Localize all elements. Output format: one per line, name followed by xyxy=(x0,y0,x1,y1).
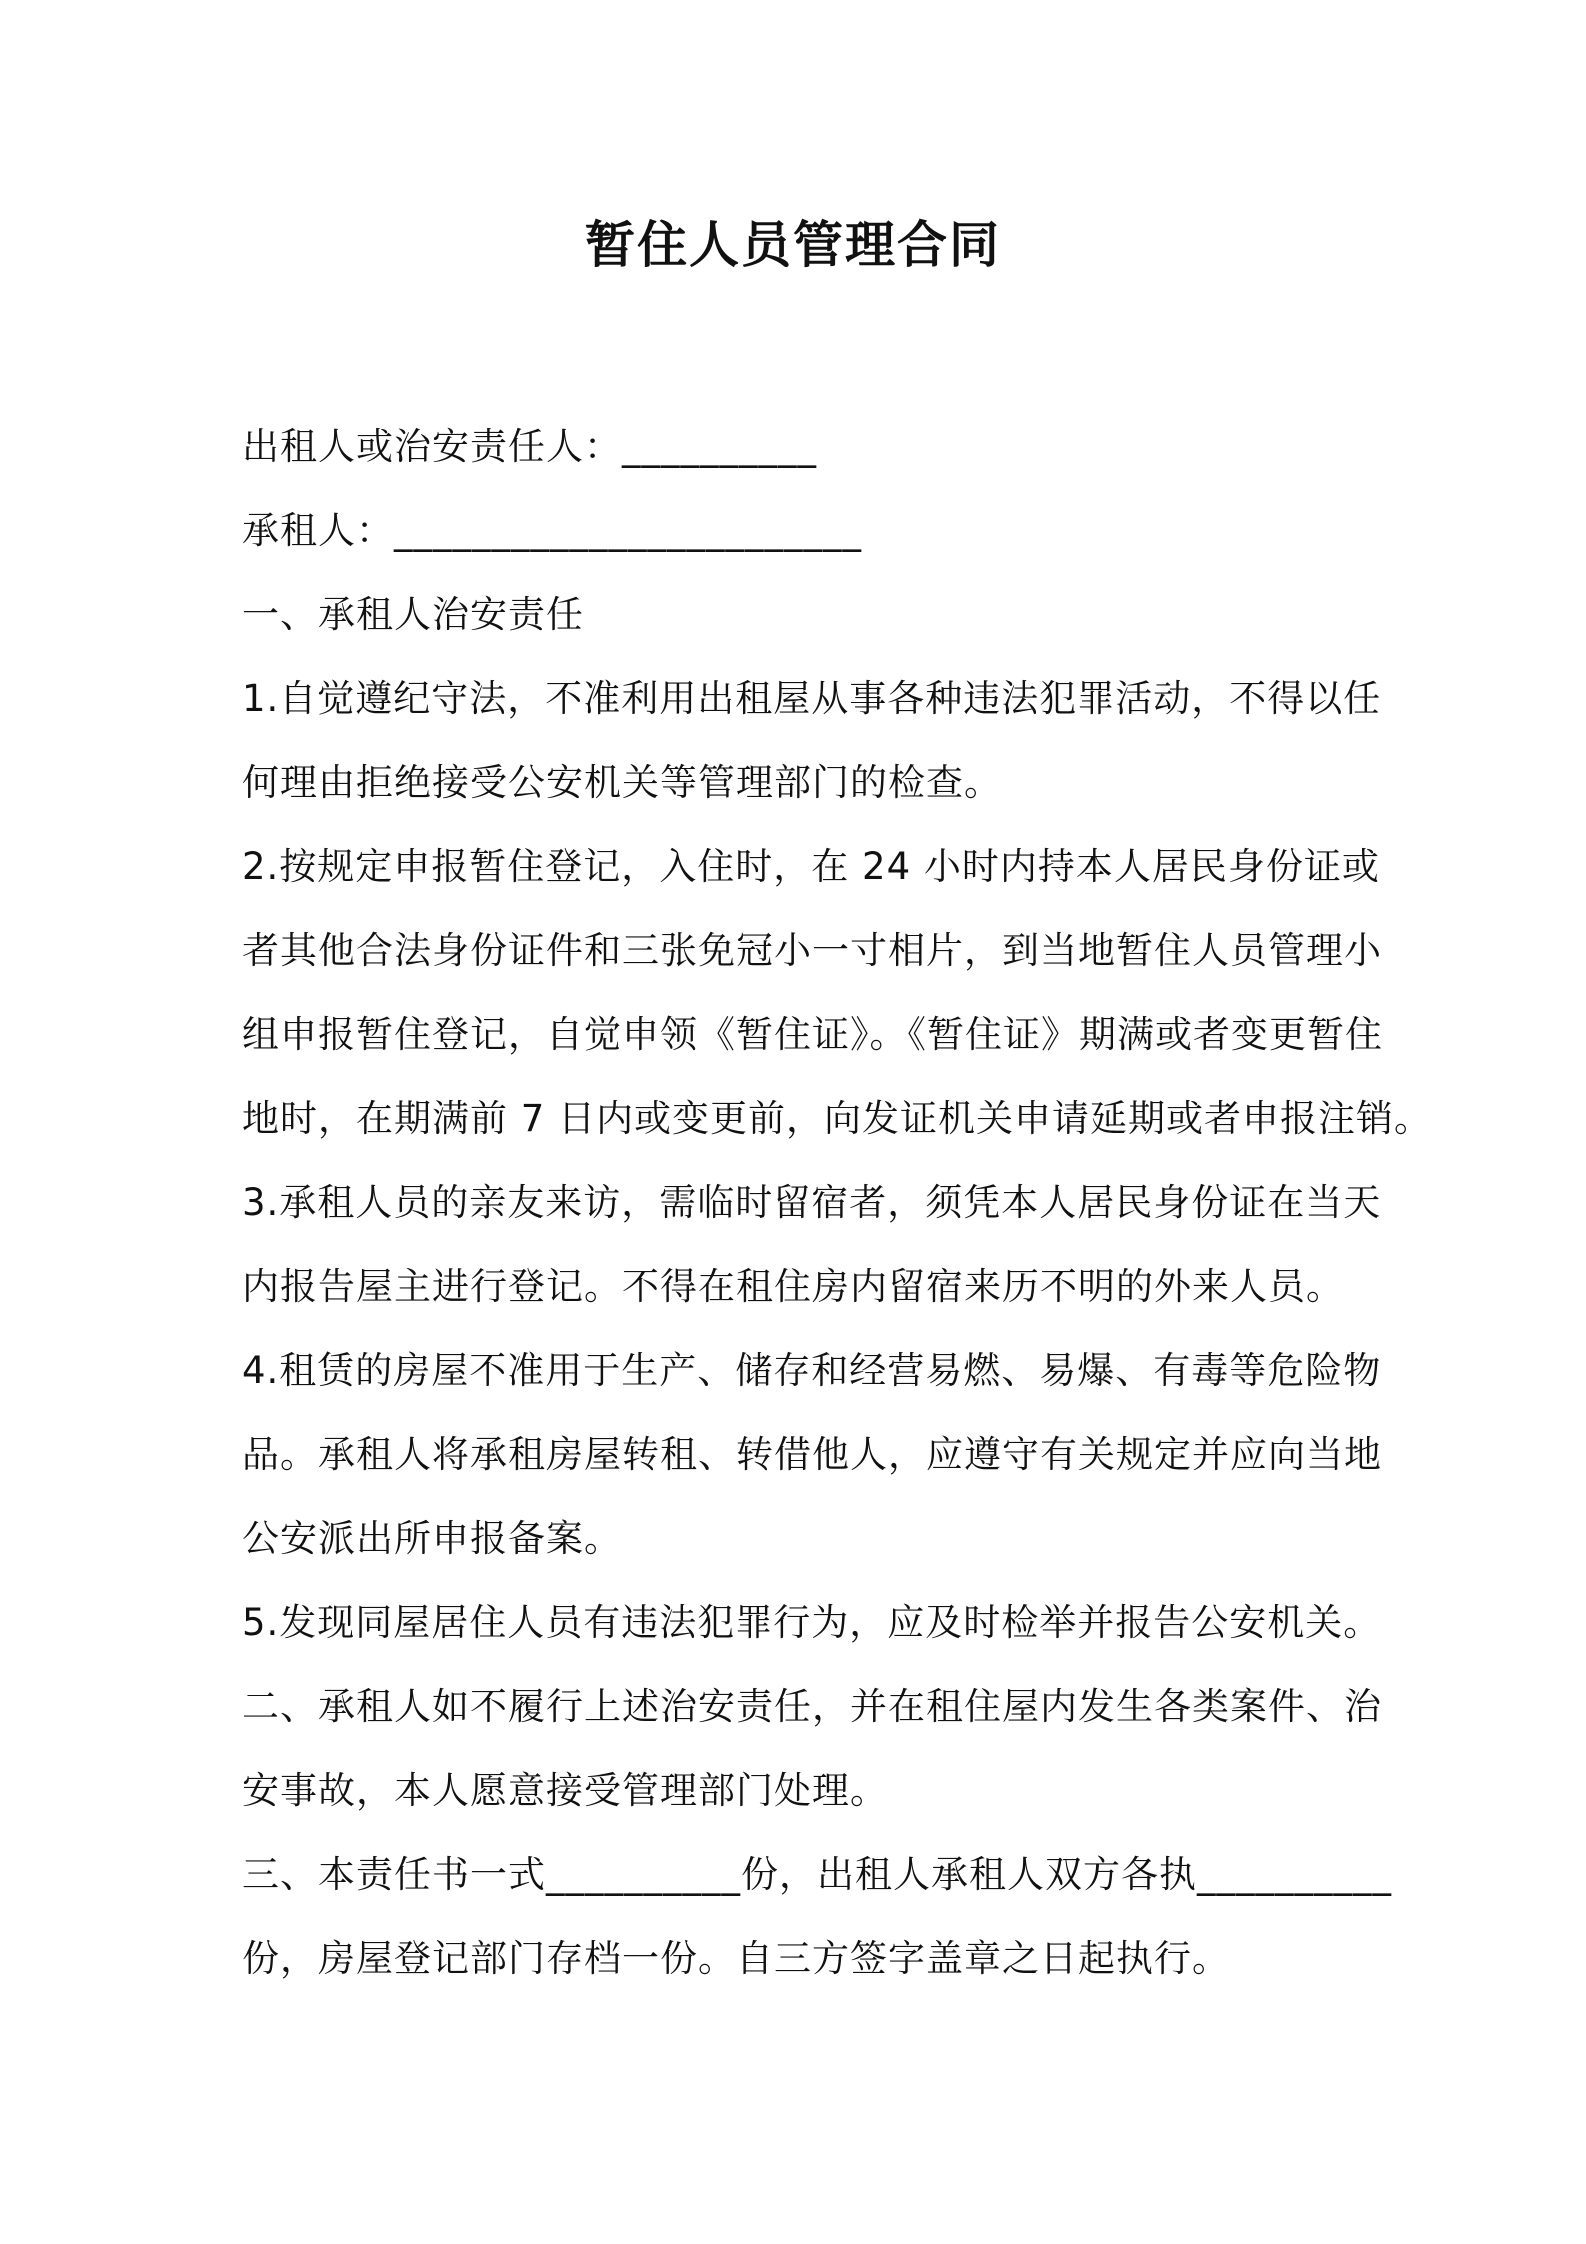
clause-2-line-2: 者其他合法身份证件和三张免冠小一寸相片，到当地暂住人员管理小 xyxy=(242,929,1382,972)
lessor-field-line: 出租人或治安责任人：__________ xyxy=(242,425,817,468)
clause-3-line-2: 内报告屋主进行登记。不得在租住房内留宿来历不明的外来人员。 xyxy=(242,1265,1344,1308)
clause-2-line-3: 组申报暂住登记，自觉申领《暂住证》。《暂住证》期满或者变更暂住 xyxy=(242,1013,1383,1056)
clause-5-line-1: 5.发现同屋居住人员有违法犯罪行为，应及时检举并报告公安机关。 xyxy=(242,1601,1382,1644)
clause-1-line-2: 何理由拒绝接受公安机关等管理部门的检查。 xyxy=(242,761,1002,804)
lessee-field-line: 承租人：________________________ xyxy=(242,509,862,552)
clause-3-line-1: 3.承租人员的亲友来访，需临时留宿者，须凭本人居民身份证在当天 xyxy=(242,1181,1382,1224)
clause-2-line-1: 2.按规定申报暂住登记，入住时，在 24 小时内持本人居民身份证或 xyxy=(242,845,1380,888)
clause-2-line-4: 地时，在期满前 7 日内或变更前，向发证机关申请延期或者申报注销。 xyxy=(242,1097,1433,1140)
clause-1-line-1: 1.自觉遵纪守法，不准利用出租屋从事各种违法犯罪活动，不得以任 xyxy=(242,677,1382,720)
section-3-line-1: 三、本责任书一式__________份，出租人承租人双方各执__________ xyxy=(242,1853,1392,1896)
clause-4-line-3: 公安派出所申报备案。 xyxy=(242,1517,622,1560)
section-2-line-1: 二、承租人如不履行上述治安责任，并在租住屋内发生各类案件、治 xyxy=(242,1685,1382,1728)
clause-4-line-2: 品。承租人将承租房屋转租、转借他人，应遵守有关规定并应向当地 xyxy=(242,1433,1382,1476)
section-2-line-2: 安事故，本人愿意接受管理部门处理。 xyxy=(242,1769,888,1812)
section-1-heading: 一、承租人治安责任 xyxy=(242,593,584,636)
clause-4-line-1: 4.租赁的房屋不准用于生产、储存和经营易燃、易爆、有毒等危险物 xyxy=(242,1349,1382,1392)
document-body xyxy=(242,405,1433,2001)
document-title: 暂住人员管理合同 xyxy=(585,216,1001,274)
section-3-line-2: 份，房屋登记部门存档一份。自三方签字盖章之日起执行。 xyxy=(242,1937,1230,1980)
